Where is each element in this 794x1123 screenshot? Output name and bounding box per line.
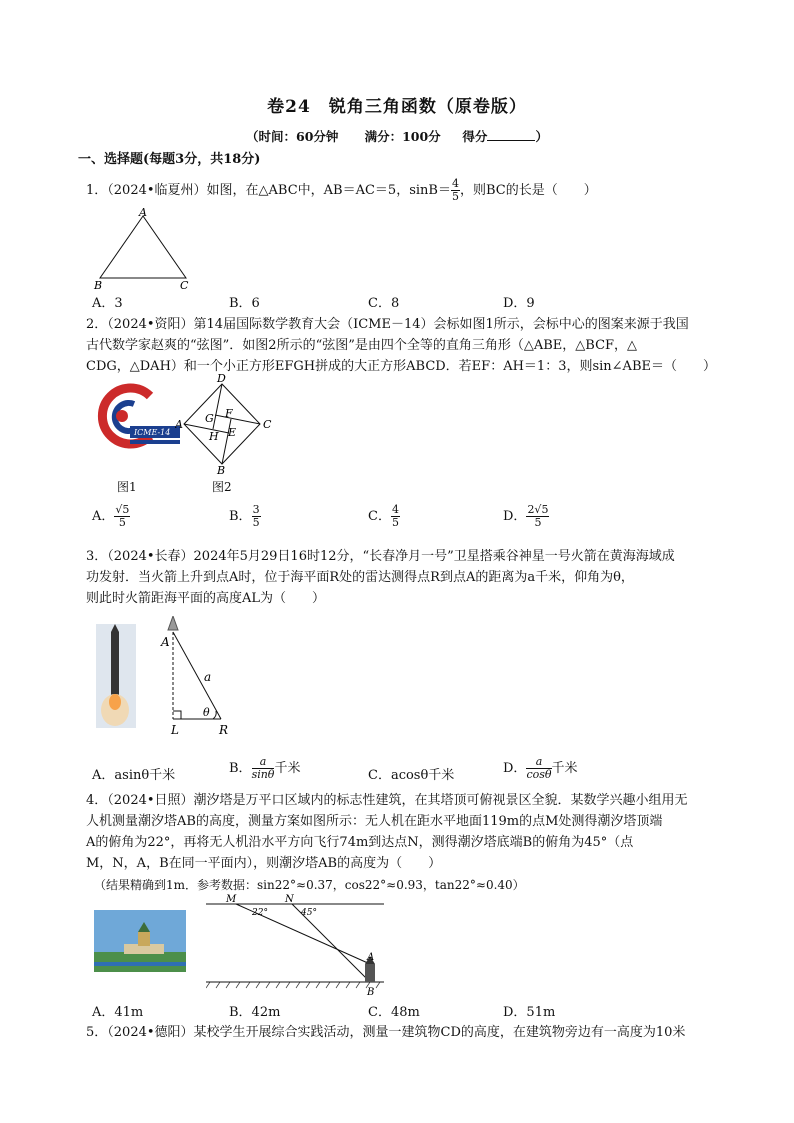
- q3-line2: 功发射．当火箭上升到点A时，位于海平面R处的雷达测得点R到点A的距离为a千米，仰角为θ，: [86, 570, 634, 585]
- time-limit: （时间：60分钟: [246, 129, 339, 144]
- q3-label-theta: θ: [203, 706, 210, 719]
- q4-reference-note: （结果精确到1m．参考数据：sin22°≈0.37，cos22°≈0.93，tan22°≈0.40）: [94, 878, 525, 892]
- tidal-tower-photo: [94, 910, 186, 972]
- q3-label-a-side: a: [204, 670, 212, 684]
- q2-pt-d: D: [217, 372, 226, 385]
- q4-line3: A的俯角为22°，再将无人机沿水平方向飞行74m到达点N，测得潮汐塔底端B的俯角为45°（点: [86, 835, 634, 850]
- q3-triangle-figure: [158, 616, 238, 740]
- q1-option-a[interactable]: A．3: [92, 296, 123, 311]
- score-blank[interactable]: [487, 128, 535, 141]
- q2-pt-e: E: [228, 426, 237, 439]
- q3-option-d[interactable]: D． $\frac{a}{\cos\theta}$ 千米: [503, 755, 578, 781]
- q1-label-b: B: [94, 279, 103, 292]
- q2-pt-b: B: [217, 464, 226, 477]
- q1-label-a: A: [139, 206, 147, 219]
- q1-stem: [86, 178, 726, 203]
- q3-line1: 3．（2024•长春）2024年5月29日16时12分，“长春净月一号”卫星搭乘谷神星一号火箭在黄海海域成: [86, 549, 675, 564]
- q3-option-c[interactable]: C．acosθ千米: [368, 768, 455, 783]
- q1-text-b: ，则BC的长是（ ）: [459, 183, 597, 198]
- q3-label-r: R: [219, 723, 229, 737]
- q1-label-c: C: [180, 279, 189, 292]
- q4-line2: 人机测量潮汐塔AB的高度，测量方案如图所示：无人机在距水平地面119m的点M处测得潮汐塔顶端: [86, 814, 663, 829]
- q1-fraction: $\frac{4}{5}$: [451, 177, 459, 203]
- q3-label-l: L: [171, 723, 179, 737]
- meta-close: ）: [535, 129, 548, 144]
- q5-line1: 5．（2024•德阳）某校学生开展综合实践活动，测量一建筑物CD的高度，在建筑物旁边有一高度为10米: [86, 1025, 686, 1040]
- q2-stem: [86, 314, 726, 377]
- q1-option-c[interactable]: C．8: [368, 296, 400, 311]
- q2-pt-g: G: [205, 412, 214, 425]
- q2-fig1-caption: 图1: [117, 480, 137, 494]
- q4-line4: M，N，A，B在同一平面内），则潮汐塔AB的高度为（ ）: [86, 856, 442, 871]
- q2-pt-a: A: [175, 418, 183, 431]
- q4-label-m: M: [226, 894, 237, 905]
- q4-label-b: B: [367, 987, 375, 996]
- q4-angle-45: 45°: [301, 908, 317, 918]
- q3-option-a[interactable]: A．asinθ千米: [92, 768, 176, 783]
- q4-option-b[interactable]: B．42m: [229, 1005, 281, 1020]
- q2-pt-h: H: [209, 430, 219, 443]
- q2-option-b[interactable]: B． $\frac{3}{5}$: [229, 503, 260, 529]
- q1-option-b[interactable]: B．6: [229, 296, 260, 311]
- q2-option-a[interactable]: A． $\frac{√5}{5}$: [92, 503, 130, 529]
- icme-logo-text: ICME-14: [134, 428, 171, 437]
- q2-fig2-caption: 图2: [212, 480, 232, 494]
- q4-stem: [86, 790, 726, 874]
- q4-label-n: N: [285, 894, 294, 905]
- q1-triangle-figure: [90, 206, 200, 292]
- q4-option-d[interactable]: D．51m: [503, 1005, 556, 1020]
- q4-label-a: A: [367, 952, 375, 963]
- q4-option-a[interactable]: A．41m: [92, 1005, 144, 1020]
- q2-line3: CDG，△DAH）和一个小正方形EFGH拼成的大正方形ABCD．若EF：AH＝1：3，则sin∠ABE＝（ ）: [86, 359, 716, 374]
- q4-option-c[interactable]: C．48m: [368, 1005, 420, 1020]
- q3-option-b[interactable]: B． $\frac{a}{\sin\theta}$ 千米: [229, 755, 301, 781]
- score-label: 得分: [462, 129, 488, 144]
- q2-option-c[interactable]: C． $\frac{4}{5}$: [368, 503, 399, 529]
- rocket-photo: [96, 624, 136, 728]
- q2-pt-c: C: [263, 418, 272, 431]
- q4-drone-figure: [206, 892, 386, 996]
- q4-line1: 4．（2024•日照）潮汐塔是万平口区域内的标志性建筑，在其塔顶可俯视景区全貌．某数学兴趣小组用无: [86, 793, 688, 808]
- q5-stem: [86, 1022, 726, 1043]
- q2-line1: 2．（2024•资阳）第14届国际数学教育大会（ICME－14）会标如图1所示，会标中心的图案来源于我国: [86, 317, 689, 332]
- q3-line3: 则此时火箭距海平面的高度AL为（ ）: [86, 591, 326, 606]
- section-heading: 一、选择题(每题3分，共18分): [78, 152, 261, 167]
- exam-meta: [0, 127, 794, 145]
- q2-pt-f: F: [225, 407, 233, 420]
- q4-angle-22: 22°: [252, 908, 268, 918]
- q2-xiantu-figure: [175, 372, 275, 480]
- q1-text-a: 1．（2024•临夏州）如图，在△ABC中，AB＝AC＝5，sinB＝: [86, 183, 451, 198]
- q2-option-d[interactable]: D． $\frac{2√5}{5}$: [503, 503, 549, 529]
- q2-line2: 古代数学家赵爽的“弦图”．如图2所示的“弦图”是由四个全等的直角三角形（△ABE，△BCF，△: [86, 338, 638, 353]
- full-score: 满分：100分: [364, 129, 441, 144]
- page-title: 卷24 锐角三角函数（原卷版）: [267, 97, 527, 117]
- q3-label-a: A: [161, 635, 170, 649]
- q3-stem: [86, 546, 726, 609]
- q1-option-d[interactable]: D．9: [503, 296, 535, 311]
